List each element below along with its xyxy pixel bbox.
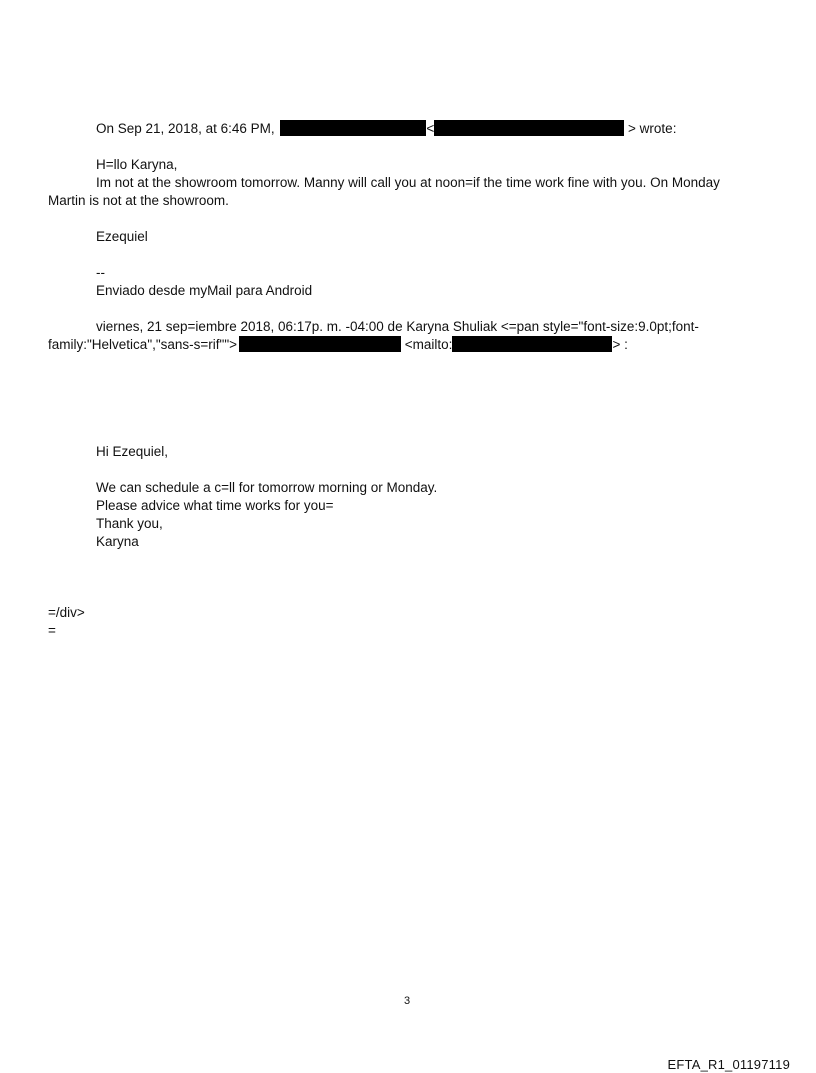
page-number: 3 — [404, 995, 411, 1007]
signature-name: Ezequiel — [96, 229, 148, 244]
quoted-header-line2 — [48, 336, 628, 354]
body-line-message: Im not at the showroom tomorrow. Manny will call you at noon=if the time work fine with you. On Monday — [96, 175, 720, 190]
quoted-body-line: Thank you, — [96, 516, 163, 531]
reply-header — [96, 120, 676, 138]
body-line-message-continued: Martin is not at the showroom. — [48, 193, 229, 208]
quoted-header-line1: viernes, 21 sep=iembre 2018, 06:17p. m. -04:00 de Karyna Shuliak <=pan style="font-size:9.0pt;font- — [96, 319, 699, 334]
quoted-header-line2-suffix: > : — [612, 337, 628, 352]
trailing-artifact: =/div> — [48, 605, 85, 620]
document-id: EFTA_R1_01197119 — [667, 1057, 790, 1072]
redacted-mailto-address — [452, 336, 612, 352]
quoted-body-line: We can schedule a c=ll for tomorrow morning or Monday. — [96, 480, 438, 495]
redacted-sender-email — [434, 120, 624, 136]
signature-separator: -- — [96, 265, 105, 280]
quoted-body-line: Please advice what time works for you= — [96, 498, 334, 513]
redacted-sender-name — [280, 120, 426, 136]
reply-header-prefix: On Sep 21, 2018, at 6:46 PM, — [96, 121, 275, 136]
reply-header-angle-open: < — [426, 121, 435, 136]
quoted-body-line: Karyna — [96, 534, 139, 549]
quoted-greeting: Hi Ezequiel, — [96, 444, 169, 459]
trailing-artifact: = — [48, 623, 56, 638]
reply-header-suffix: > wrote: — [628, 121, 677, 136]
redacted-quoted-sender — [239, 336, 401, 352]
sent-from-line: Enviado desde myMail para Android — [96, 283, 313, 298]
body-line-greeting: H=llo Karyna, — [96, 157, 178, 172]
mailto-label: <mailto: — [404, 337, 453, 352]
quoted-header-line2-prefix: family:"Helvetica","sans-s=rif""> — [48, 337, 238, 352]
